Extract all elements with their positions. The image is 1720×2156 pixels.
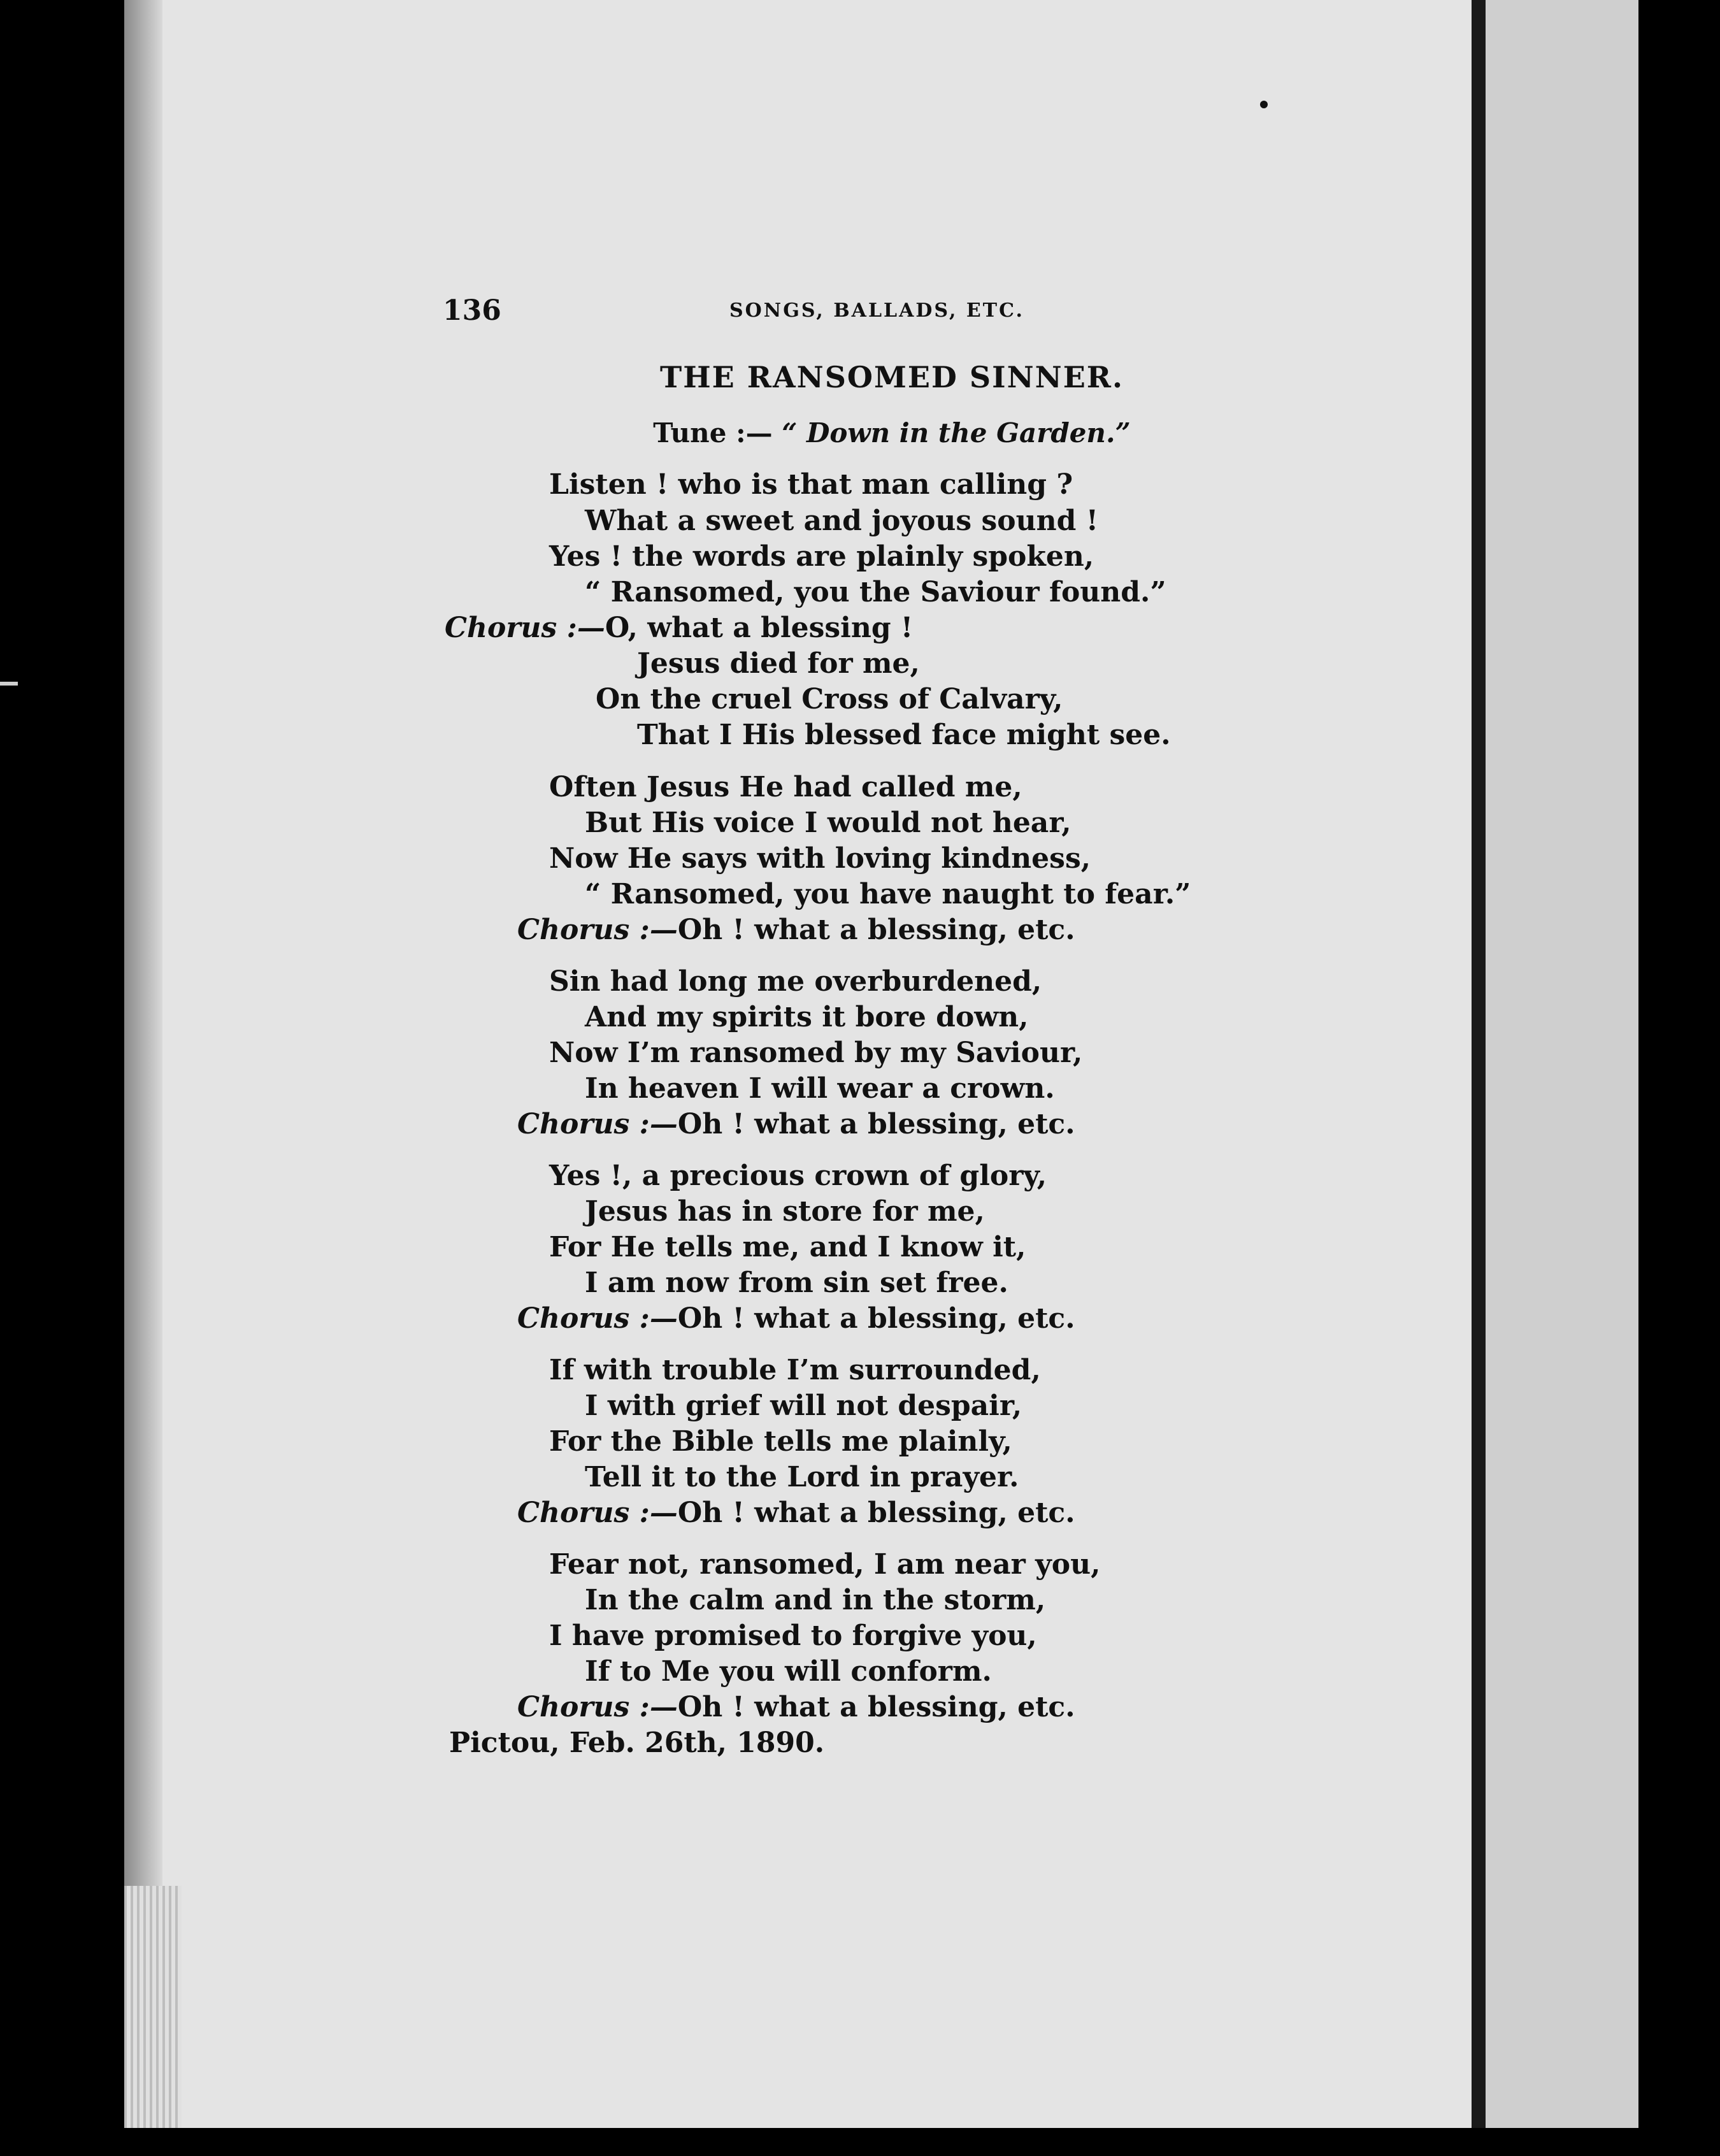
tune-line (446, 417, 1338, 449)
verse-line: Now He says with loving kindness, (549, 842, 1091, 875)
verse-line: “ Ransomed, you have naught to fear.” (585, 878, 1191, 910)
chorus-label: Chorus :— (517, 1691, 678, 1723)
verse-line: I am now from sin set free. (585, 1267, 1008, 1299)
adjacent-page-edge (1486, 0, 1638, 2128)
chorus-line (517, 1108, 1075, 1140)
chorus-text: O, what a blessing ! (605, 612, 914, 644)
scan-mark (0, 682, 18, 686)
verse-line: Sin had long me overburdened, (549, 965, 1042, 998)
chorus-line (445, 612, 913, 644)
page-stack-edge (124, 1886, 182, 2128)
verse-line: And my spirits it bore down, (585, 1001, 1029, 1033)
verse-line: I with grief will not despair, (585, 1390, 1022, 1422)
verse-line: In the calm and in the storm, (585, 1584, 1046, 1616)
chorus-label: Chorus :— (517, 1302, 678, 1335)
tune-label: Tune :— (653, 417, 773, 449)
ink-speck (1260, 101, 1268, 108)
chorus-text: Oh ! what a blessing, etc. (677, 1497, 1075, 1529)
verse-line: Jesus died for me, (637, 647, 920, 680)
chorus-label: Chorus :— (517, 1108, 678, 1140)
verse-line: What a sweet and joyous sound ! (585, 505, 1099, 537)
verse-line: “ Ransomed, you the Saviour found.” (585, 576, 1166, 608)
verse-line: If with trouble I’m surrounded, (549, 1354, 1041, 1386)
verse-line: Yes !, a precious crown of glory, (549, 1160, 1047, 1192)
page-number: 136 (443, 294, 501, 327)
chorus-line (517, 1302, 1075, 1335)
verse-line: Jesus has in store for me, (585, 1195, 985, 1228)
verse-line: If to Me you will conform. (585, 1655, 992, 1688)
place-date-signoff: Pictou, Feb. 26th, 1890. (449, 1727, 825, 1759)
verse-line: Tell it to the Lord in prayer. (585, 1461, 1019, 1493)
book-gutter (1472, 0, 1486, 2128)
tune-name: “ Down in the Garden.” (782, 417, 1131, 449)
chorus-text: Oh ! what a blessing, etc. (677, 1302, 1075, 1335)
verse-line: But His voice I would not hear, (585, 807, 1071, 839)
scan-bottom-border (0, 2128, 1720, 2156)
chorus-line (517, 1497, 1075, 1529)
chorus-label: Chorus :— (517, 1497, 678, 1529)
verse-line: Yes ! the words are plainly spoken, (549, 540, 1094, 573)
verse-line: For He tells me, and I know it, (549, 1231, 1026, 1263)
verse-line: Fear not, ransomed, I am near you, (549, 1548, 1101, 1581)
page-binding-shadow (124, 0, 162, 2128)
verse-line: Now I’m ransomed by my Saviour, (549, 1037, 1083, 1069)
chorus-line (517, 1691, 1075, 1723)
verse-line: Often Jesus He had called me, (549, 771, 1022, 803)
verse-line: For the Bible tells me plainly, (549, 1425, 1012, 1458)
chorus-text: Oh ! what a blessing, etc. (677, 1691, 1075, 1723)
chorus-text: Oh ! what a blessing, etc. (677, 1108, 1075, 1140)
chorus-label: Chorus :— (445, 612, 605, 644)
running-head: SONGS, BALLADS, ETC. (729, 299, 1024, 322)
verse-line: Listen ! who is that man calling ? (549, 468, 1073, 501)
chorus-label: Chorus :— (517, 914, 678, 946)
verse-line: That I His blessed face might see. (637, 719, 1171, 751)
verse-line: On the cruel Cross of Calvary, (596, 683, 1063, 715)
chorus-line (517, 914, 1075, 946)
verse-line: I have promised to forgive you, (549, 1620, 1037, 1652)
page-header (443, 294, 1080, 333)
poem-title: THE RANSOMED SINNER. (659, 360, 1124, 394)
chorus-text: Oh ! what a blessing, etc. (677, 914, 1075, 946)
verse-line: In heaven I will wear a crown. (585, 1072, 1055, 1105)
